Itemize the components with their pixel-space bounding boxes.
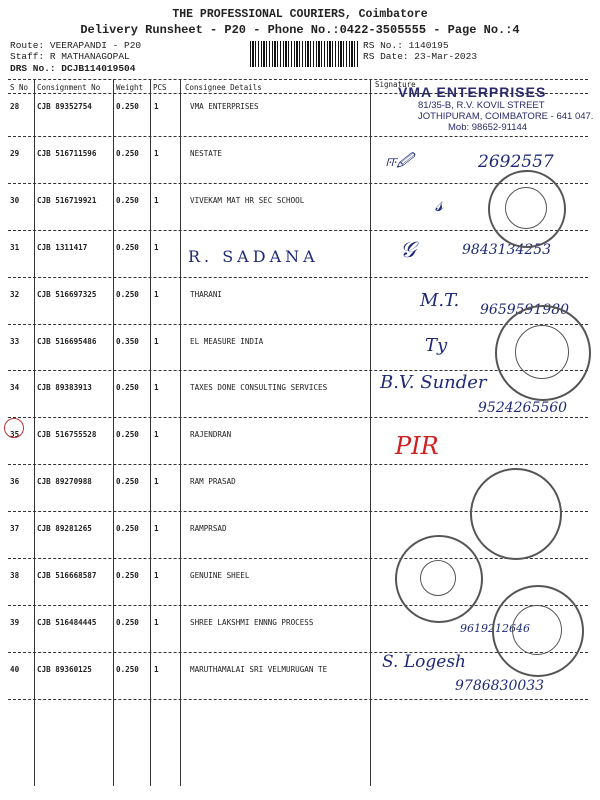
row-consignee: RAM PRASAD: [190, 477, 236, 487]
row-consignee: VIVEKAM MAT HR SEC SCHOOL: [190, 195, 305, 205]
rs-number: RS No.: 1140195: [363, 40, 449, 51]
process-stamp-inner: [512, 605, 562, 655]
signature-35: PIR: [395, 432, 439, 460]
signature-34: B.V. Sunder: [380, 372, 487, 393]
row-consignment-no: CJB 89383913: [37, 383, 92, 393]
row-consignment-no: CJB 516697325: [37, 289, 97, 299]
row-sno: 31: [10, 242, 20, 252]
row-separator: [8, 699, 588, 700]
row-consignment-no: CJB 516711596: [37, 148, 97, 158]
row-sno: 36: [10, 477, 20, 487]
row-consignee: RAMPRSAD: [190, 524, 227, 534]
col-consignment: Consignment No: [37, 83, 101, 92]
row-separator: [8, 324, 588, 325]
row-pcs: 1: [154, 617, 159, 627]
vma-stamp-name: VMA ENTERPRISES: [398, 84, 547, 100]
row-weight: 0.250: [116, 617, 139, 627]
signature-40: S. Logesh: [382, 652, 466, 672]
school-stamp-inner: [505, 187, 547, 229]
row-consignee: TAXES DONE CONSULTING SERVICES: [190, 383, 328, 393]
row-sno: 28: [10, 102, 20, 111]
company-stamp-inner: [515, 325, 569, 379]
row-pcs: 1: [154, 336, 159, 346]
row-sno: 33: [10, 336, 20, 346]
row-weight: 0.250: [116, 289, 139, 299]
phone-40: 9786830033: [455, 678, 545, 694]
row-pcs: 1: [154, 102, 159, 111]
row-consignee: THARANI: [190, 289, 223, 299]
vma-stamp-phone: Mob: 98652-91144: [448, 122, 528, 133]
row-consignment-no: CJB 89360125: [37, 664, 92, 674]
row-pcs: 1: [154, 242, 159, 252]
signature-30: 𝓈: [435, 192, 444, 217]
row-consignment-no: CJB 516668587: [37, 571, 97, 580]
row-weight: 0.250: [116, 148, 139, 158]
staff-label: Staff: R MATHANAGOPAL: [10, 51, 130, 62]
row-consignment-no: CJB 516719921: [37, 195, 97, 205]
row-consignment-no: CJB 89270988: [37, 477, 92, 487]
col-weight: Weight: [116, 83, 144, 92]
row-weight: 0.250: [116, 524, 139, 534]
row-consignee: NESTATE: [190, 148, 223, 158]
row-weight: 0.250: [116, 664, 139, 674]
signature-31: 𝒢: [400, 238, 416, 263]
row-sno: 37: [10, 524, 20, 534]
row-consignee: RAJENDRAN: [190, 430, 232, 440]
row-sno: 38: [10, 571, 20, 580]
row-pcs: 1: [154, 289, 159, 299]
row-sno: 35: [10, 430, 20, 440]
col-pcs: PCS: [153, 83, 167, 92]
row-weight: 0.250: [116, 195, 139, 205]
row-consignee: SHREE LAKSHMI ENNNG PROCESS: [190, 617, 314, 627]
row-weight: 0.250: [116, 430, 139, 440]
row-consignee: GENUINE SHEEL: [190, 571, 250, 580]
row-sno: 29: [10, 148, 20, 158]
row-sno: 30: [10, 195, 20, 205]
row-sno: 34: [10, 383, 20, 393]
row-pcs: 1: [154, 571, 159, 580]
row-pcs: 1: [154, 195, 159, 205]
row-separator: [8, 417, 588, 418]
row-pcs: 1: [154, 430, 159, 440]
runsheet-subtitle: Delivery Runsheet - P20 - Phone No.:0422-3505555 - Page No.:4: [80, 23, 520, 37]
table-row: [0, 423, 600, 469]
row-weight: 0.350: [116, 336, 139, 346]
row-sno: 39: [10, 617, 20, 627]
row-weight: 0.250: [116, 571, 139, 580]
vma-stamp-address2: JOTHIPURAM, COIMBATORE - 641 047.: [418, 111, 594, 122]
row-35-circle-mark: [4, 418, 24, 438]
vma-stamp: [398, 84, 598, 133]
row-weight: 0.250: [116, 477, 139, 487]
runsheet-title: THE PROFESSIONAL COURIERS, Coimbatore: [172, 8, 428, 21]
handwritten-name-31: R. SADANA: [188, 247, 319, 266]
row-weight: 0.250: [116, 102, 139, 111]
row-consignee: VMA ENTERPRISES: [190, 102, 259, 111]
phone-34: 9524265560: [478, 400, 568, 416]
date-stamp-inner: [420, 560, 456, 596]
row-pcs: 1: [154, 383, 159, 393]
row-pcs: 1: [154, 524, 159, 534]
row-sno: 40: [10, 664, 20, 674]
col-sno: S No: [10, 83, 29, 92]
row-separator: [8, 558, 588, 559]
row-consignment-no: CJB 1311417: [37, 242, 88, 252]
route-label: Route: VEERAPANDI - P20: [10, 40, 142, 51]
col-consignee: Consignee Details: [185, 83, 262, 92]
row-consignment-no: CJB 89352754: [37, 102, 92, 111]
ltd-stamp: [470, 468, 562, 560]
row-pcs: 1: [154, 477, 159, 487]
rs-date: RS Date: 23-Mar-2023: [363, 51, 478, 62]
row-consignment-no: CJB 89281265: [37, 524, 92, 534]
row-consignee: EL MEASURE INDIA: [190, 336, 264, 346]
row-pcs: 1: [154, 148, 159, 158]
row-weight: 0.250: [116, 242, 139, 252]
row-consignment-no: CJB 516695486: [37, 336, 97, 346]
row-pcs: 1: [154, 664, 159, 674]
col-signature: Signature: [375, 80, 416, 89]
drs-number: DRS No.: DCJB114019504: [10, 63, 136, 74]
row-sno: 32: [10, 289, 20, 299]
signature-32: M.T.: [420, 290, 460, 311]
phone-31: 9843134253: [462, 242, 552, 258]
row-weight: 0.250: [116, 383, 139, 393]
vma-stamp-address1: 81/35-B, R.V. KOVIL STREET: [418, 100, 545, 111]
row-separator: [8, 136, 588, 137]
phone-29: 2692557: [478, 152, 554, 172]
phone-32: 9659591980: [480, 302, 570, 318]
row-separator: [8, 277, 588, 278]
row-consignment-no: CJB 516755528: [37, 430, 97, 440]
row-separator: [8, 464, 588, 465]
barcode: [250, 41, 360, 67]
row-consignment-no: CJB 516484445: [37, 617, 97, 627]
signature-29: ஈ🖉: [385, 151, 414, 170]
signature-33: Ty: [425, 335, 448, 356]
phone-39: 9619212646: [460, 622, 530, 635]
row-consignee: MARUTHAMALAI SRI VELMURUGAN TE: [190, 664, 328, 674]
